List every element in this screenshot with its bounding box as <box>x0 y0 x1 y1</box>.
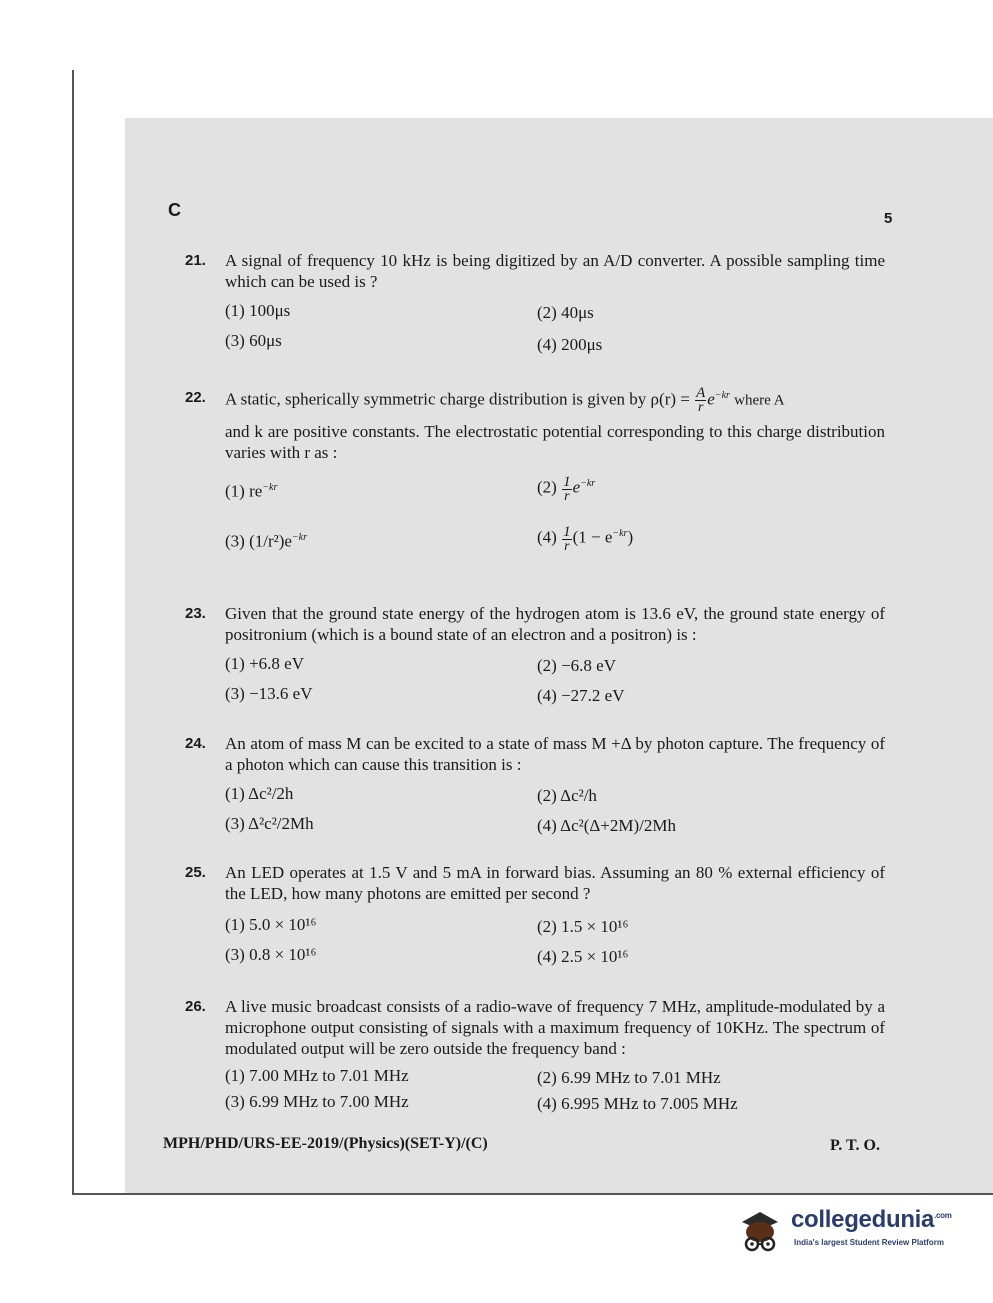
option-3: (3) Δ²c²/2Mh <box>225 814 314 833</box>
question-number: 23. <box>185 605 206 622</box>
question-text: An LED operates at 1.5 V and 5 mA in forward bias. Assuming an 80 % external efficiency of the LED, how many photons are emitted per second ? <box>225 863 885 903</box>
formula-numerator: A <box>696 385 706 402</box>
option-1: (1) Δc²/2h <box>225 784 294 803</box>
option-1 <box>225 477 277 502</box>
options <box>225 783 885 841</box>
option-2-denominator: r <box>564 488 570 504</box>
question-text-continued: and k are positive constants. The electrostatic potential corresponding to this charge distribution varies with r as : <box>225 422 885 463</box>
question-text-start: A static, spherically symmetric charge distribution is given by ρ(r) = <box>225 389 690 409</box>
option-2: (2) 1.5 × 10¹⁶ <box>537 917 629 936</box>
page-border-left <box>72 70 74 1195</box>
set-code: C <box>168 200 181 220</box>
option-4 <box>537 523 633 553</box>
formula-exponential: e <box>707 389 715 409</box>
option-1-exponent: −kr <box>262 482 278 494</box>
options <box>225 300 885 360</box>
option-4: (4) Δc²(Δ+2M)/2Mh <box>537 816 677 835</box>
option-3-exponent: −kr <box>291 532 307 544</box>
option-1: (1) 5.0 × 10¹⁶ <box>225 915 317 934</box>
option-2-exponential: e <box>572 477 581 497</box>
option-4-numerator: 1 <box>563 523 571 540</box>
option-3: (3) −13.6 eV <box>225 684 313 703</box>
question-text: Given that the ground state energy of the hydrogen atom is 13.6 eV, the ground state energy of positronium (which is a bound state of an electron and a positron) is : <box>225 604 885 644</box>
brand-name-text: collegedunia <box>791 1206 935 1233</box>
question-24 <box>185 733 885 841</box>
question-text: A signal of frequency 10 kHz is being digitized by an A/D converter. A possible sampling time which can be used is ? <box>225 251 885 291</box>
option-2-exponent: −kr <box>580 478 596 490</box>
brand-tagline: India's largest Student Review Platform <box>794 1238 944 1247</box>
option-2-numerator: 1 <box>563 473 571 490</box>
option-3 <box>225 527 307 552</box>
question-22 <box>185 385 885 563</box>
mascot-icon <box>734 1204 786 1256</box>
question-number: 21. <box>185 252 206 269</box>
question-23 <box>185 603 885 709</box>
option-4-exponent: −kr <box>612 528 628 540</box>
option-1-text: (1) re <box>225 481 263 501</box>
formula-exponent: −kr <box>714 390 730 401</box>
option-2: (2) 40μs <box>537 303 594 322</box>
brand-suffix: .com <box>934 1211 952 1220</box>
option-2-fraction <box>562 475 572 504</box>
option-1: (1) 7.00 MHz to 7.01 MHz <box>225 1066 409 1085</box>
question-number: 22. <box>185 389 206 406</box>
footer-pto: P. T. O. <box>830 1137 880 1154</box>
page-number: 5 <box>884 210 893 227</box>
option-3-text: (3) (1/r²)e <box>225 531 292 551</box>
option-4-label: (4) <box>537 527 557 547</box>
option-4-close: ) <box>627 527 634 547</box>
question-26 <box>185 996 885 1117</box>
option-2: (2) 6.99 MHz to 7.01 MHz <box>537 1068 721 1087</box>
option-2-label: (2) <box>537 477 557 497</box>
question-25 <box>185 862 885 972</box>
brand-logo[interactable] <box>734 1200 974 1260</box>
option-4: (4) −27.2 eV <box>537 686 625 705</box>
question-number: 25. <box>185 864 206 881</box>
question-text: An atom of mass M can be excited to a state of mass M +Δ by photon capture. The frequency of a photon which can cause this transition is : <box>225 734 885 774</box>
brand-name <box>791 1206 952 1234</box>
option-1: (1) +6.8 eV <box>225 654 304 673</box>
question-number: 24. <box>185 735 206 752</box>
question-21 <box>185 250 885 360</box>
formula-denominator: r <box>697 400 704 416</box>
option-3: (3) 60μs <box>225 331 282 350</box>
page-border-bottom <box>72 1193 993 1195</box>
option-2: (2) −6.8 eV <box>537 656 616 675</box>
options <box>225 1065 885 1117</box>
options <box>225 473 885 563</box>
question-text-end: where A <box>734 392 785 409</box>
question-number: 26. <box>185 998 206 1015</box>
option-3: (3) 6.99 MHz to 7.00 MHz <box>225 1092 409 1111</box>
question-text <box>225 385 885 415</box>
options <box>225 651 885 709</box>
options <box>225 914 885 972</box>
option-4-expression: (1 − e <box>572 527 613 547</box>
option-4: (4) 6.995 MHz to 7.005 MHz <box>537 1094 738 1113</box>
option-4: (4) 2.5 × 10¹⁶ <box>537 947 629 966</box>
option-2: (2) Δc²/h <box>537 786 597 805</box>
option-3: (3) 0.8 × 10¹⁶ <box>225 945 317 964</box>
option-2 <box>537 473 595 503</box>
option-4-denominator: r <box>564 538 570 554</box>
option-1: (1) 100μs <box>225 301 291 320</box>
option-4: (4) 200μs <box>537 335 603 354</box>
option-4-fraction <box>562 525 572 554</box>
formula-fraction <box>695 386 706 415</box>
question-text: A live music broadcast consists of a radio-wave of frequency 7 MHz, amplitude-modulated by a microphone output consisting of signals with a maximum frequency of 10KHz. The spectrum of modulated output will be zero outside the frequency band : <box>225 997 885 1058</box>
footer-paper-code: MPH/PHD/URS-EE-2019/(Physics)(SET-Y)/(C) <box>163 1135 488 1152</box>
